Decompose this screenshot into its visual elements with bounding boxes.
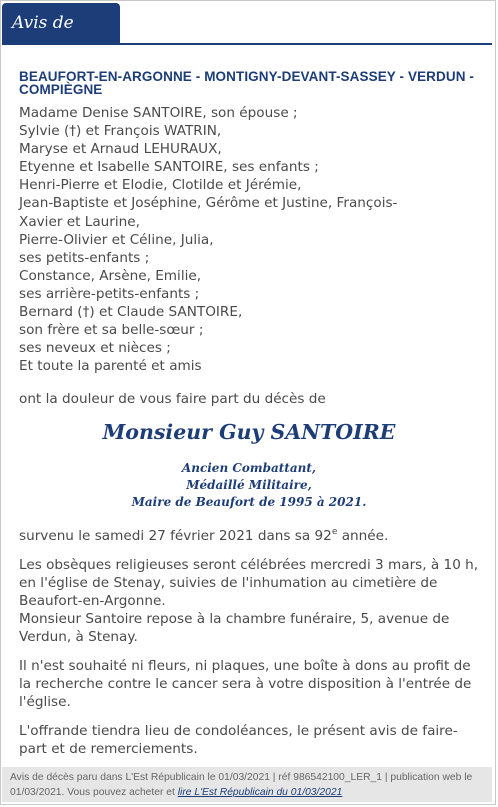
family-line: son frère et sa belle-sœur ;: [19, 322, 204, 339]
publication-footer: [2, 767, 492, 802]
family-line: Henri-Pierre et Elodie, Clotilde et Jérémie,: [19, 177, 302, 194]
tab-underline: [2, 43, 492, 45]
deceased-title-line: Médaillé Militaire,: [186, 477, 312, 492]
buy-newspaper-link[interactable]: lire L'Est Républicain du 01/03/2021: [177, 787, 343, 798]
deceased-title-line: Ancien Combattant,: [181, 460, 317, 475]
notice-tab-label: Avis de décès: [2, 3, 120, 43]
ordinal-suffix: e: [331, 526, 338, 537]
family-line: ses neveux et nièces ;: [19, 340, 171, 357]
family-line: ses arrière-petits-enfants ;: [19, 285, 200, 302]
death-date-text: survenu le samedi 27 février 2021 dans sa 92: [19, 527, 332, 544]
notice-content: [19, 70, 479, 759]
family-line: Maryse et Arnaud LEHURAUX,: [19, 141, 222, 158]
family-line: Bernard (†) et Claude SANTOIRE,: [19, 304, 243, 321]
family-line: Constance, Arsène, Emilie,: [19, 267, 202, 284]
family-line: Pierre-Olivier et Céline, Julia,: [19, 231, 214, 248]
deceased-titles: [19, 460, 479, 511]
deceased-title-line: Maire de Beaufort de 1995 à 2021.: [131, 494, 367, 509]
family-line: ses petits-enfants ;: [19, 249, 150, 266]
family-line: Xavier et Laurine,: [19, 213, 140, 230]
closing-paragraph: L'offrande tiendra lieu de condoléances, le présent avis de faire-part et de remerciements.: [19, 723, 458, 758]
family-line: Madame Denise SANTOIRE, son épouse ;: [19, 105, 298, 121]
donations-paragraph: Il n'est souhaité ni fleurs, ni plaques, une boîte à dons au profit de la recherche contre le cancer sera à votre disposition à l'entrée de l'église.: [19, 658, 472, 711]
notice-places: BEAUFORT-EN-ARGONNE - MONTIGNY-DEVANT-SASSEY - VERDUN - COMPIÈGNE: [19, 69, 475, 97]
rest-paragraph: Monsieur Santoire repose à la chambre funéraire, 5, avenue de Verdun, à Stenay.: [19, 610, 450, 645]
death-date-text-end: année.: [337, 527, 389, 544]
family-line: Jean-Baptiste et Joséphine, Gérôme et Justine, François-: [19, 195, 398, 212]
funeral-paragraph: Les obsèques religieuses seront célébrées mercredi 3 mars, à 10 h, en l'église de Stenay, suivies de l'inhumation au cimetière de Beaufort-en-Argonne.: [19, 556, 479, 609]
footer-text: Avis de décès paru dans L'Est Républicain le 01/03/2021 | réf 986542100_LER_1 | publication web le 01/03/2021. Vous pouvez acheter et: [10, 772, 473, 798]
family-line: Et toute la parenté et amis: [19, 358, 202, 375]
announcement-intro: ont la douleur de vous faire part du décès de: [19, 391, 326, 408]
family-line: Sylvie (†) et François WATRIN,: [19, 123, 222, 140]
family-line: Etyenne et Isabelle SANTOIRE, ses enfants ;: [19, 159, 319, 176]
deceased-name: Monsieur Guy SANTOIRE: [102, 419, 396, 444]
death-date-paragraph: [19, 527, 479, 545]
family-list: [19, 104, 479, 375]
